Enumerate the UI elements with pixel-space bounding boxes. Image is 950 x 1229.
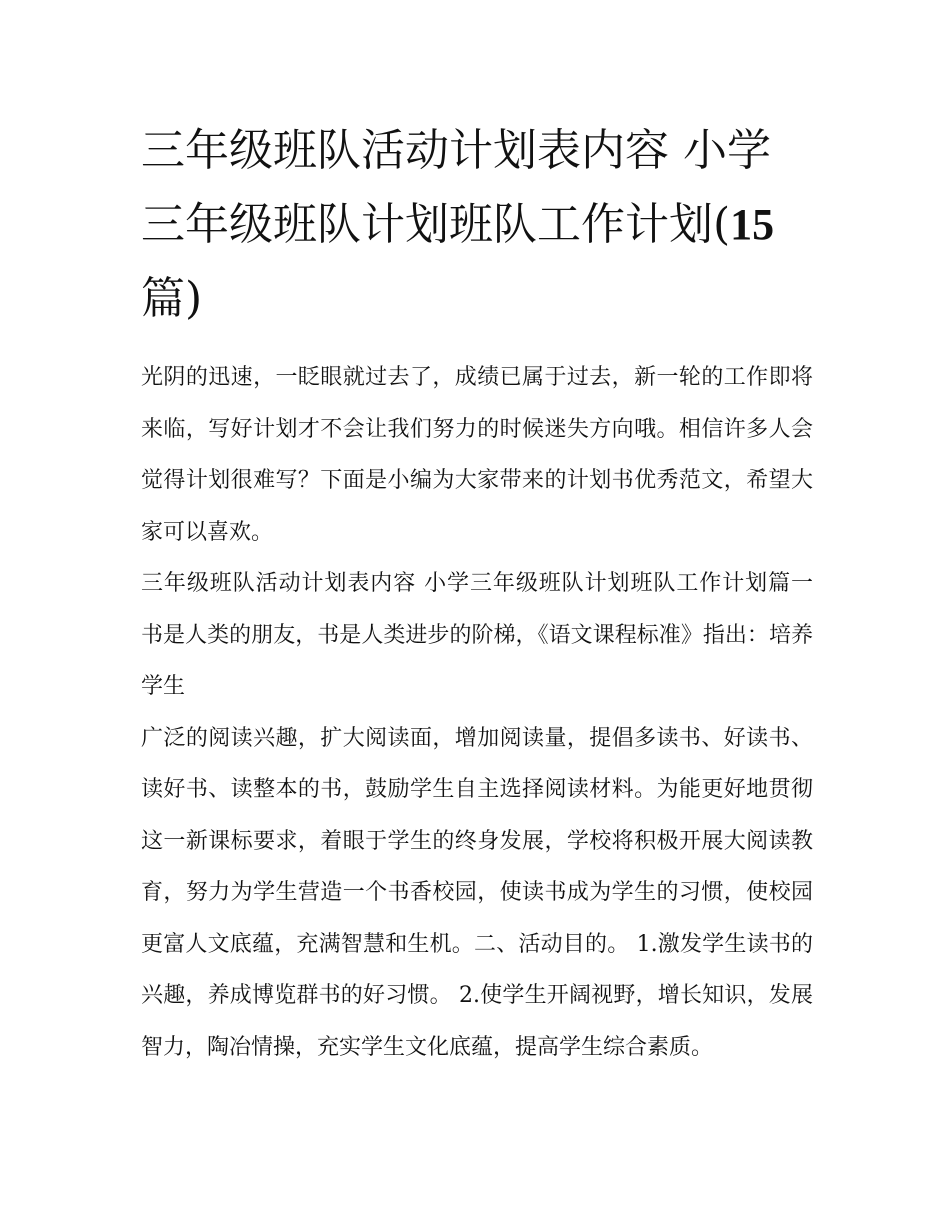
document-title-number: 15 xyxy=(730,200,775,249)
document-title-main: 三年级班队活动计划表内容 小学三年级班队计划班队工作计划( xyxy=(141,125,771,250)
intro-paragraph: 光阴的迅速，一眨眼就过去了，成绩已属于过去，新一轮的工作即将来临，写好计划才不会让我们努力的时候迷失方向哦。相信许多人会觉得计划很难写？下面是小编为大家带来的计划书优秀范文，希望大家可以喜欢。 xyxy=(141,365,813,545)
document-title-tail: 篇) xyxy=(141,273,203,324)
document-content xyxy=(141,114,813,1073)
document-title xyxy=(141,114,813,336)
body-paragraph: 广泛的阅读兴趣，扩大阅读面，增加阅读量，提倡多读书、好读书、读好书、读整本的书，鼓励学生自主选择阅读材料。为能更好地贯彻这一新课标要求，着眼于学生的终身发展，学校将积极开展大阅读教育，努力为学生营造一个书香校园，使读书成为学生的习惯，使校园更富人文底蕴，充满智慧和生机。二、活动目的。 1.激发学生读书的兴趣，养成博览群书的好习惯。 2.使学生开阔视野，增长知识，发展智力，陶冶情操，充实学生文化底蕴，提高学生综合素质。 xyxy=(141,725,813,1060)
section-heading-paragraph: 三年级班队活动计划表内容 小学三年级班队计划班队工作计划篇一 书是人类的朋友，书是人类进步的阶梯，《语文课程标准》指出：培养学生 xyxy=(141,571,813,699)
